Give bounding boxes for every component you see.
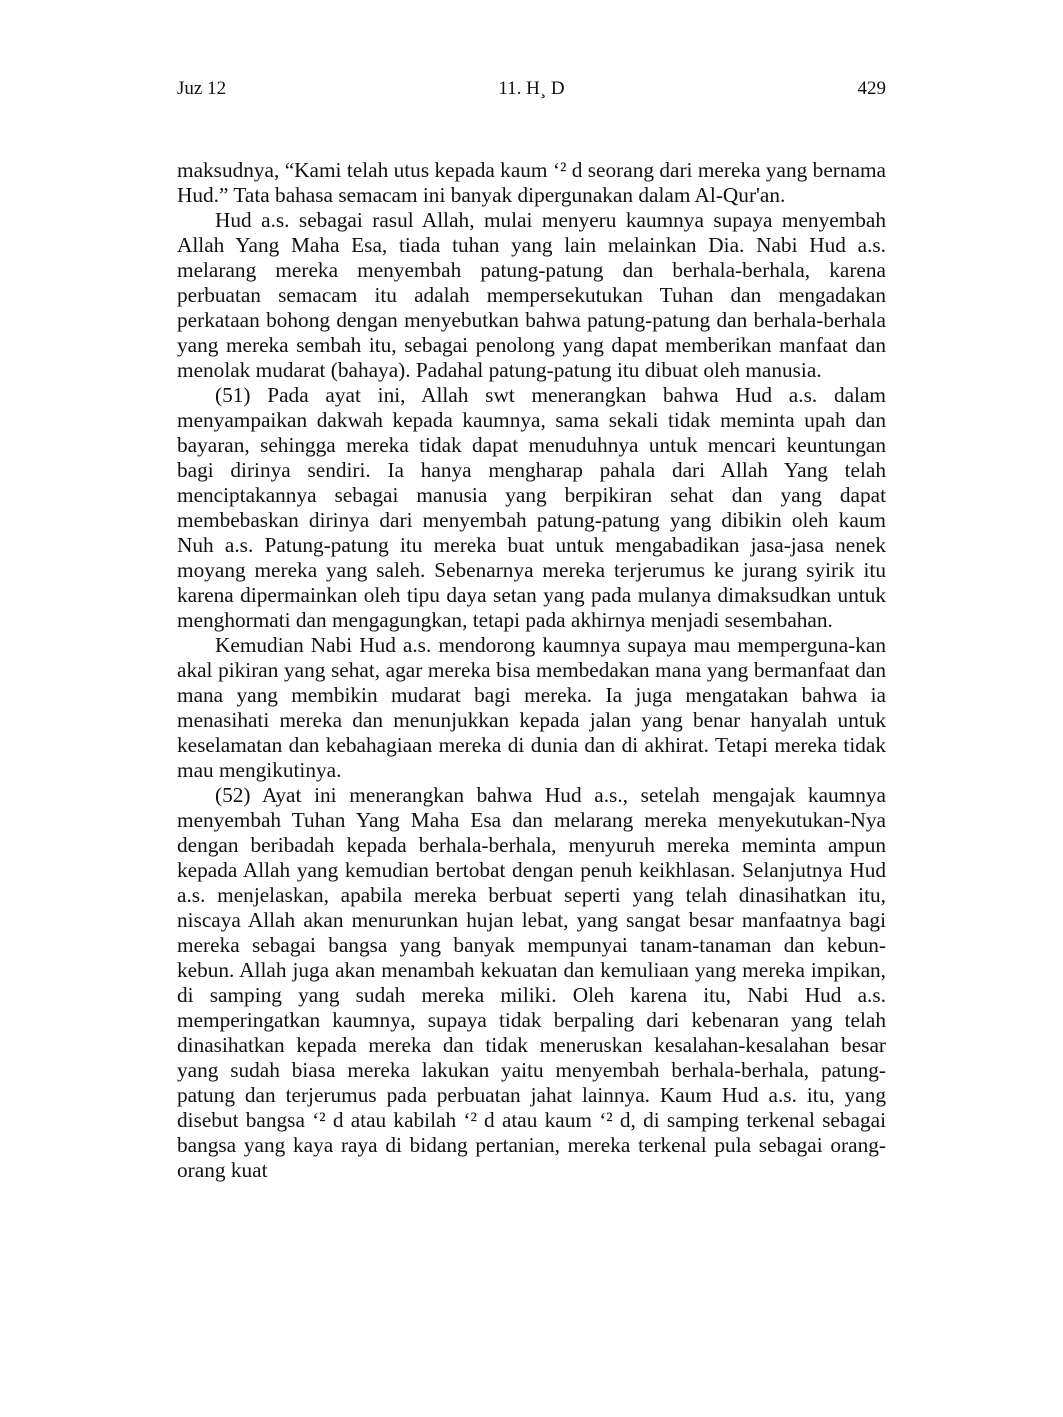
page-header	[177, 76, 886, 102]
surah-title: 11. H¸ D	[498, 78, 565, 99]
juz-label: Juz 12	[177, 78, 227, 99]
paragraph-verse-52: (52) Ayat ini menerangkan bahwa Hud a.s., setelah mengajak kaumnya menyembah Tuhan Yang Maha Esa dan melarang mereka menyekutukan-Nya dengan beribadah kepada berhala-berhala, menyuruh mereka meminta ampun kepada Allah yang kemudian bertobat dengan penuh keikhlasan. Selanjutnya Hud a.s. menjelaskan, apabila mereka berbuat seperti yang telah dinasihatkan itu, niscaya Allah akan menurunkan hujan lebat, yang sangat besar manfaatnya bagi mereka sebagai bangsa yang banyak mempunyai tanam-tanaman dan kebun-kebun. Allah juga akan menambah kekuatan dan kemuliaan yang mereka impikan, di samping yang sudah mereka miliki. Oleh karena itu, Nabi Hud a.s. memperingatkan kaumnya, supaya tidak berpaling dari kebenaran yang telah dinasihatkan kepada mereka dan tidak meneruskan kesalahan-kesalahan besar yang sudah biasa mereka lakukan yaitu menyembah berhala-berhala, patung-patung dan terjerumus pada perbuatan jahat lainnya. Kaum Hud a.s. itu, yang disebut bangsa ‘² d atau kabilah ‘² d atau kaum ‘² d, di samping terkenal sebagai bangsa yang kaya raya di bidang pertanian, mereka terkenal pula sebagai orang-orang kuat	[177, 783, 886, 1182]
page-body	[177, 158, 886, 1183]
paragraph: Kemudian Nabi Hud a.s. mendorong kaumnya supaya mau memperguna-kan akal pikiran yang sehat, agar mereka bisa membedakan mana yang bermanfaat dan mana yang membikin mudarat bagi mereka. Ia juga mengatakan bahwa ia menasihati mereka dan menunjukkan kepada jalan yang benar hanyalah untuk keselamatan dan kebahagiaan mereka di dunia dan di akhirat. Tetapi mereka tidak mau mengikutinya.	[177, 633, 886, 782]
paragraph-verse-51: (51) Pada ayat ini, Allah swt menerangkan bahwa Hud a.s. dalam menyampaikan dakwah kepada kaumnya, sama sekali tidak meminta upah dan bayaran, sehingga mereka tidak dapat menuduhnya untuk mencari keuntungan bagi dirinya sendiri. Ia hanya mengharap pahala dari Allah Yang telah menciptakannya sebagai manusia yang berpikiran sehat dan yang dapat membebaskan dirinya dari menyembah patung-patung yang dibikin oleh kaum Nuh a.s. Patung-patung itu mereka buat untuk mengabadikan jasa-jasa nenek moyang mereka yang saleh. Sebenarnya mereka terjerumus ke jurang syirik itu karena dipermainkan oleh tipu daya setan yang pada mulanya dimaksudkan untuk menghormati dan mengagungkan, tetapi pada akhirnya menjadi sesembahan.	[177, 383, 886, 632]
paragraph: Hud a.s. sebagai rasul Allah, mulai menyeru kaumnya supaya menyembah Allah Yang Maha Esa, tiada tuhan yang lain melainkan Dia. Nabi Hud a.s. melarang mereka menyembah patung-patung dan berhala-berhala, karena perbuatan semacam itu adalah mempersekutukan Tuhan dan mengadakan perkataan bohong dengan menyebutkan bahwa patung-patung dan berhala-berhala yang mereka sembah itu, sebagai penolong yang dapat memberikan manfaat dan menolak mudarat (bahaya). Padahal patung-patung itu dibuat oleh manusia.	[177, 208, 886, 382]
page-number: 429	[857, 78, 886, 99]
paragraph-continuation: maksudnya, “Kami telah utus kepada kaum ‘² d seorang dari mereka yang bernama Hud.” Tata bahasa semacam ini banyak dipergunakan dalam Al-Qur'an.	[177, 158, 886, 207]
